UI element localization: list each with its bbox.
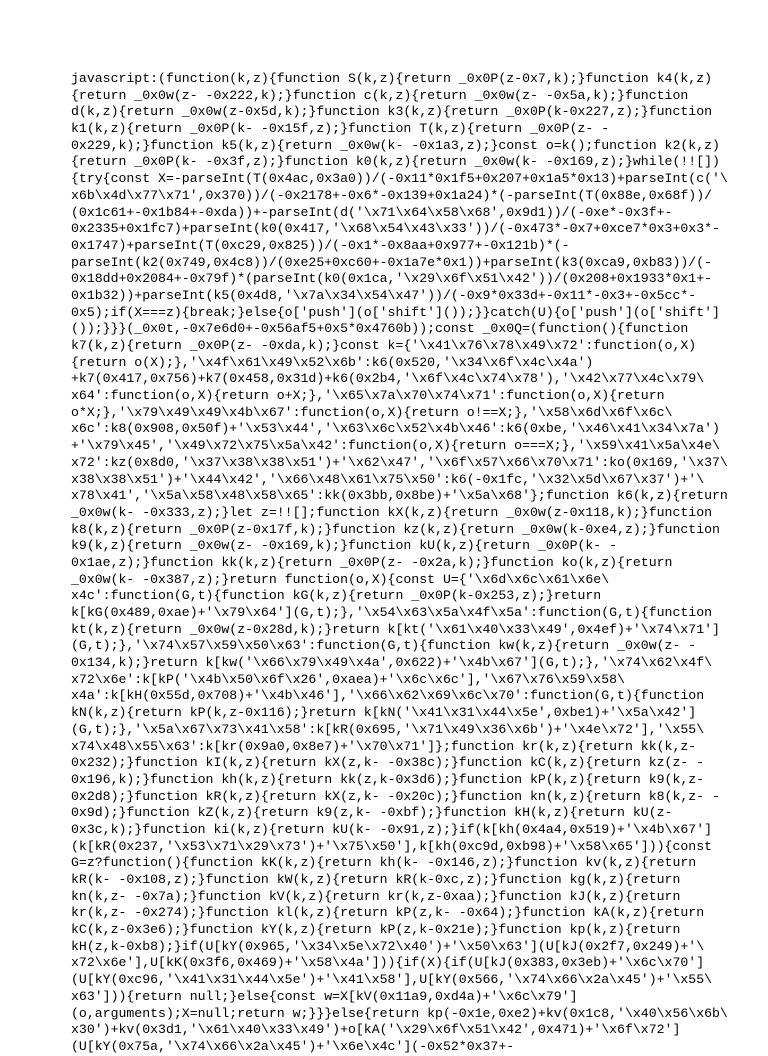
code-line: kr(k,z- -0x274);}function kl(k,z){return kP(z,k- -0x64);}function kA(k,z){return [71, 905, 705, 921]
javascript-code-block [71, 71, 728, 1056]
code-line: {return _0x0w(z- -0x222,k);}function c(k,z){return _0x0w(z- -0x5a,k);}function [71, 87, 689, 103]
code-line: 0x229,k);}function k5(k,z){return _0x0w(k- -0x1a3,z);}const o=k();function k2(k,z) [71, 137, 720, 153]
code-line: _0x0w(k- -0x333,z);}let z=!![];function kX(k,z){return _0x0w(z-0x118,k);}function [71, 504, 713, 520]
code-line: parseInt(k2(0x749,0x4c8))/(0xe25+0xc60+-0x1a7e*0x1))+parseInt(k3(0xca9,0xb83))/(- [71, 254, 713, 270]
code-line: +'\x79\x45','\x49\x72\x75\x5a\x42':function(o,X){return o===X;},'\x59\x41\x5a\x4e\ [71, 438, 720, 454]
code-line: (G,t);},'\x74\x57\x59\x50\x63':function(G,t){function kw(k,z){return _0x0w(z- - [71, 638, 697, 654]
code-line: kR(k- -0x108,z);}function kW(k,z){return kR(k-0xc,z);}function kg(k,z){return [71, 872, 681, 887]
code-line: x6b\x4d\x77\x71',0x370))/(-0x2178+-0x6*-0x139+0x1a24)*(-parseInt(T(0x88e,0x68f))/ [71, 187, 713, 203]
code-line: 0x1b32))+parseInt(k5(0x4d8,'\x7a\x34\x54\x47'))/(-0x9*0x33d+-0x11*-0x3+-0x5cc*- [71, 287, 697, 303]
code-line: x4a':k[kH(0x55d,0x708)+'\x4b\x46'],'\x66\x62\x69\x6c\x70':function(G,t){function [71, 688, 705, 704]
code-line: k7(k,z){return _0x0P(z- -0xda,k);}const k={'\x41\x76\x78\x49\x72':function(o,X) [71, 338, 697, 353]
code-line: d(k,z){return _0x0w(z-0x5d,k);}function k3(k,z){return _0x0P(k-0x227,z);}function [71, 104, 713, 120]
code-line: k9(k,z){return _0x0w(z- -0x169,k);}function kU(k,z){return _0x0P(k- - [71, 538, 618, 554]
code-line: _0x0w(k- -0x387,z);}return function(o,X){const U={'\x6d\x6c\x61\x6e\ [71, 571, 610, 587]
code-line: kt(k,z){return _0x0w(z-0x28d,k);}return k[kt('\x61\x40\x33\x49',0x4ef)+'\x74\x71'] [71, 621, 720, 637]
code-line: k[kG(0x489,0xae)+'\x79\x64'](G,t);},'\x54\x63\x5a\x4f\x5a':function(G,t){function [71, 605, 713, 620]
code-line: (U[kY(0x75a,'\x74\x66\x2a\x45')+'\x6e\x4c'](-0x52*0x37+- [71, 1038, 515, 1054]
code-line: 0x5);if(X===z){break;}else{o['push'](o['shift']());}}catch(U){o['push'](o['shift'] [71, 304, 720, 320]
code-line: (k[kR(0x237,'\x53\x71\x29\x73')+'\x75\x50'],k[kh(0xc9d,0xb98)+'\x58\x65'])){const [71, 838, 713, 854]
code-line: {return o(X);},'\x4f\x61\x49\x52\x6b':k6(0x520,'\x34\x6f\x4c\x4a') [71, 354, 594, 370]
code-line: k8(k,z){return _0x0P(z-0x17f,k);}function kz(k,z){return _0x0w(k-0xe4,z);}function [71, 521, 720, 537]
code-line: ());}}}(_0x0t,-0x7e6d0+-0x56af5+0x5*0x4760b));const _0x0Q=(function(){function [71, 321, 689, 337]
code-line: (U[kY(0xc96,'\x41\x31\x44\x5e')+'\x41\x58'],U[kY(0x566,'\x74\x66\x2a\x45')+'\x55\ [71, 972, 713, 988]
code-line: 0x9d);}function kZ(k,z){return k9(z,k- -0xbf);}function kH(k,z){return kU(z- [71, 805, 673, 821]
code-line: +k7(0x417,0x756)+k7(0x458,0x31d)+k6(0x2b4,'\x6f\x4c\x74\x78'),'\x42\x77\x4c\x79\ [71, 371, 705, 387]
code-line: k1(k,z){return _0x0P(k- -0x15f,z);}function T(k,z){return _0x0P(z- - [71, 121, 610, 137]
code-line: 0x18dd+0x2084+-0x79f)*(parseInt(k0(0x1ca,'\x29\x6f\x51\x42'))/(0x208+0x1933*0x1+- [71, 271, 713, 287]
code-line: {try{const X=-parseInt(T(0x4ac,0x3a0))/(-0x11*0x1f5+0x207+0x1a5*0x13)+parseInt(c('\ [71, 171, 728, 187]
code-line: 0x3c,k);}function ki(k,z){return kU(k- -0x91,z);}if(k[kh(0x4a4,0x519)+'\x4b\x67'] [71, 821, 713, 837]
code-line: x4c':function(G,t){function kG(k,z){return _0x0P(k-0x253,z);}return [71, 588, 602, 604]
code-line: kC(k,z-0x3e6);}function kY(k,z){return kP(z,k-0x21e);}function kp(k,z){return [71, 922, 681, 938]
code-line: x78\x41','\x5a\x58\x48\x58\x65':kk(0x3bb,0x8be)+'\x5a\x68'};function k6(k,z){return [71, 488, 728, 504]
code-line: (0x1c61+-0x1b84+-0xda))+-parseInt(d('\x71\x64\x58\x68',0x9d1))/(-0xe*-0x3f+- [71, 204, 673, 220]
code-line: x6c':k8(0x908,0x50f)+'\x53\x44','\x63\x6c\x52\x4b\x46':k6(0xbe,'\x46\x41\x34\x7a') [71, 421, 720, 437]
code-line: kN(k,z){return kP(k,z-0x116);}return k[kN('\x41\x31\x44\x5e',0xbe1)+'\x5a\x42'] [71, 705, 697, 721]
code-line: 0x1ae,z);}function kk(k,z){return _0x0P(z- -0x2a,k);}function ko(k,z){return [71, 554, 673, 570]
code-line: (o,arguments);X=null;return w;}}}else{return kp(-0x1e,0xe2)+kv(0x1c8,'\x40\x56\x6b\ [71, 1005, 728, 1021]
code-line: 0x2335+0x1fc7)+parseInt(k0(0x417,'\x68\x54\x43\x33'))/(-0x473*-0x7+0xce7*0x3+0x3*- [71, 221, 720, 237]
code-line: (G,t);},'\x5a\x67\x73\x41\x58':k[kR(0x695,'\x71\x49\x36\x6b')+'\x4e\x72'],'\x55\ [71, 721, 705, 737]
code-line: x74\x48\x55\x63':k[kr(0x9a0,0x8e7)+'\x70\x71']};function kr(k,z){return kk(k,z- [71, 738, 697, 754]
code-line: 0x1747)+parseInt(T(0xc29,0x825))/(-0x1*-0x8aa+0x977+-0x121b)*(- [71, 237, 570, 253]
code-line: 0x232);}function kI(k,z){return kX(z,k- -0x38c);}function kC(k,z){return kz(z- - [71, 755, 705, 771]
code-line: x72\x6e'],U[kK(0x3f6,0x469)+'\x58\x4a'])){if(X){if(U[kJ(0x383,0x3eb)+'\x6c\x70'] [71, 955, 705, 971]
code-line: {return _0x0P(k- -0x3f,z);}function k0(k,z){return _0x0w(k- -0x169,z);}while(!![]) [71, 154, 720, 170]
code-line: o*X;},'\x79\x49\x49\x4b\x67':function(o,X){return o!==X;},'\x58\x6d\x6f\x6c\ [71, 404, 673, 420]
code-line: x38\x38\x51')+'\x44\x42','\x66\x48\x61\x75\x50':k6(-0x1fc,'\x32\x5d\x67\x37')+'\ [71, 471, 705, 487]
code-line: 0x196,k);}function kh(k,z){return kk(z,k-0x3d6);}function kP(k,z){return k9(k,z- [71, 771, 705, 787]
code-line: javascript:(function(k,z){function S(k,z){return _0x0P(z-0x7,k);}function k4(k,z) [71, 71, 713, 86]
code-line: kn(k,z- -0x7a);}function kV(k,z){return kr(k,z-0xaa);}function kJ(k,z){return [71, 888, 681, 904]
code-line: 0x2d8);}function kR(k,z){return kX(z,k- -0x20c);}function kn(k,z){return k8(k,z- - [71, 788, 720, 804]
code-line: kH(z,k-0xb8);}if(U[kY(0x965,'\x34\x5e\x72\x40')+'\x50\x63'](U[kJ(0x2f7,0x249)+'\ [71, 938, 705, 954]
code-line: x30')+kv(0x3d1,'\x61\x40\x33\x49')+o[kA('\x29\x6f\x51\x42',0x471)+'\x6f\x72'] [71, 1022, 681, 1038]
code-line: x72\x6e':k[kP('\x4b\x50\x6f\x26',0xaea)+'\x6c\x6c'],'\x67\x76\x59\x58\ [71, 671, 625, 687]
code-line: 0x134,k);}return k[kw('\x66\x79\x49\x4a',0x622)+'\x4b\x67'](G,t);},'\x74\x62\x4f\ [71, 655, 713, 671]
code-line: x64':function(o,X){return o+X;},'\x65\x7a\x70\x74\x71':function(o,X){return [71, 388, 665, 404]
code-line: x72':kz(0x8d0,'\x37\x38\x38\x51')+'\x62\x47','\x6f\x57\x66\x70\x71':ko(0x169,'\x37\ [71, 454, 728, 470]
code-line: G=z?function(){function kK(k,z){return kh(k- -0x146,z);}function kv(k,z){return [71, 855, 697, 871]
code-line: x63'])){return null;}else{const w=X[kV(0x11a9,0xd4a)+'\x6c\x79'] [71, 988, 578, 1004]
